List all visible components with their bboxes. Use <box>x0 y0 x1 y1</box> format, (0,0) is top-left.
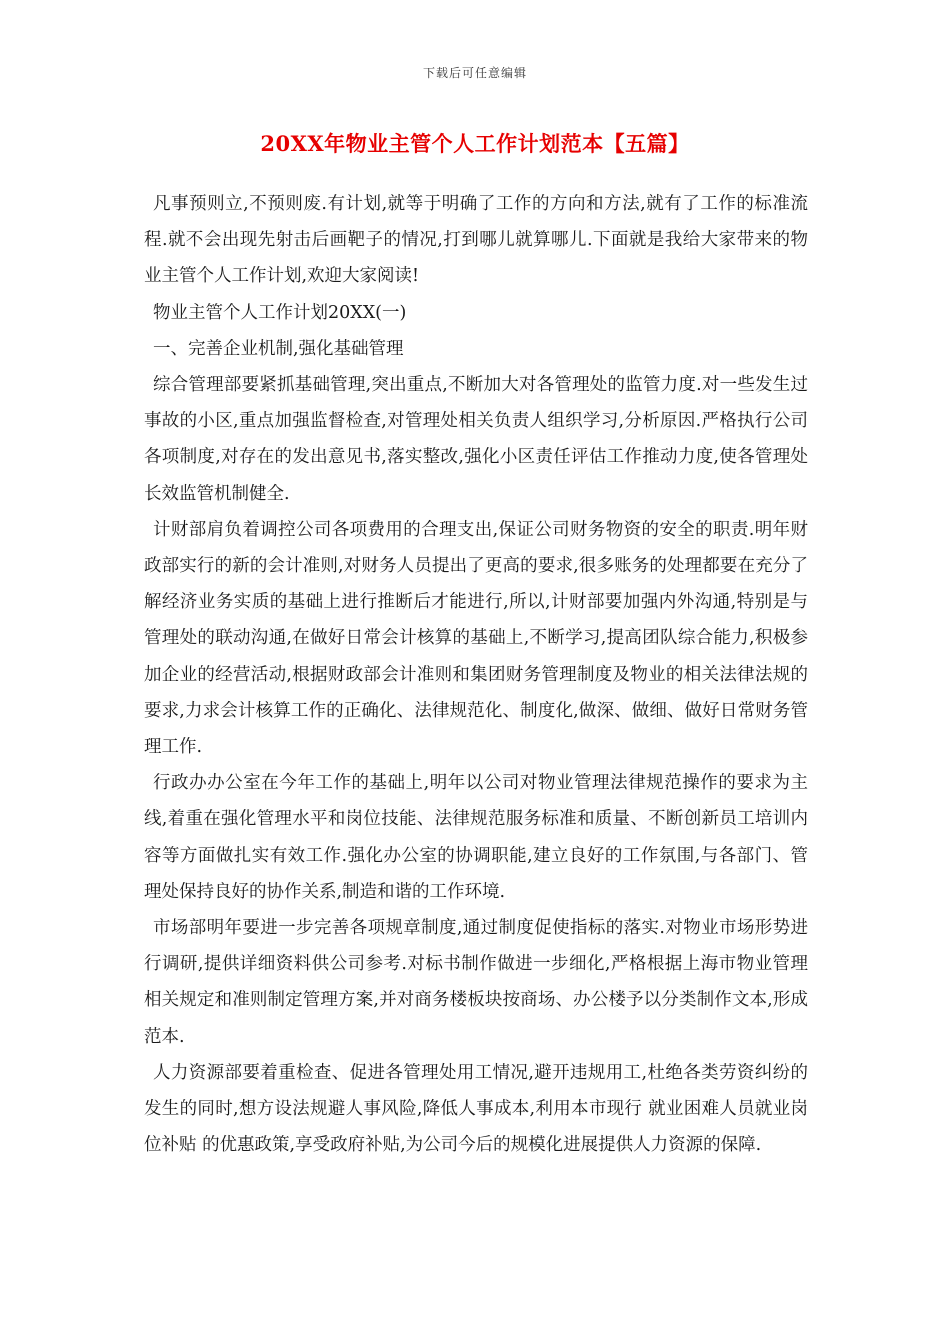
paragraph-hr: 人力资源部要着重检查、促进各管理处用工情况,避开违规用工,杜绝各类劳资纠纷的发生的同时,想方设法规避人事风险,降低人事成本,利用本市现行 就业困难人员就业岗位补贴 的优惠政策,享受政府补贴,为公司今后的规模化进展提供人力资源的保障. <box>144 1062 808 1156</box>
subsection-heading: 一、完善企业机制,强化基础管理 <box>153 338 404 359</box>
document-body <box>144 186 808 1163</box>
paragraph-intro: 凡事预则立,不预则废.有计划,就等于明确了工作的方向和方法,就有了工作的标准流程.就不会出现先射击后画靶子的情况,打到哪儿就算哪儿.下面就是我给大家带来的物业主管个人工作计划,欢迎大家阅读! <box>144 194 808 287</box>
paragraph-finance: 计财部肩负着调控公司各项费用的合理支出,保证公司财务物资的安全的职责.明年财政部实行的新的会计准则,对财务人员提出了更高的要求,很多账务的处理都要在充分了解经济业务实质的基础上进行推断后才能进行,所以,计财部要加强内外沟通,特别是与管理处的联动沟通,在做好日常会计核算的基础上,不断学习,提高团队综合能力,积极参加企业的经营活动,根据财政部会计准则和集团财务管理制度及物业的相关法律法规的要求,力求会计核算工作的正确化、法律规范化、制度化,做深、做细、做好日常财务管理工作. <box>144 519 808 758</box>
header-note: 下载后可任意编辑 <box>422 66 527 80</box>
section-heading: 物业主管个人工作计划20XX(一) <box>153 302 407 323</box>
document-title: 20XX年物业主管个人工作计划范本【五篇】 <box>260 131 690 156</box>
paragraph-market: 市场部明年要进一步完善各项规章制度,通过制度促使指标的落实.对物业市场形势进行调研,提供详细资料供公司参考.对标书制作做进一步细化,严格根据上海市物业管理相关规定和准则制定管理方案,并对商务楼板块按商场、办公楼予以分类制作文本,形成范本. <box>144 918 808 1047</box>
paragraph-office: 行政办办公室在今年工作的基础上,明年以公司对物业管理法律规范操作的要求为主线,着重在强化管理水平和岗位技能、法律规范服务标准和质量、不断创新员工培训内容等方面做扎实有效工作.强化办公室的协调职能,建立良好的工作氛围,与各部门、管理处保持良好的协作关系,制造和谐的工作环境. <box>144 773 808 902</box>
paragraph-admin: 综合管理部要紧抓基础管理,突出重点,不断加大对各管理处的监管力度.对一些发生过事故的小区,重点加强监督检查,对管理处相关负责人组织学习,分析原因.严格执行公司各项制度,对存在的发出意见书,落实整改,强化小区责任评估工作推动力度,使各管理处长效监管机制健全. <box>144 375 808 504</box>
